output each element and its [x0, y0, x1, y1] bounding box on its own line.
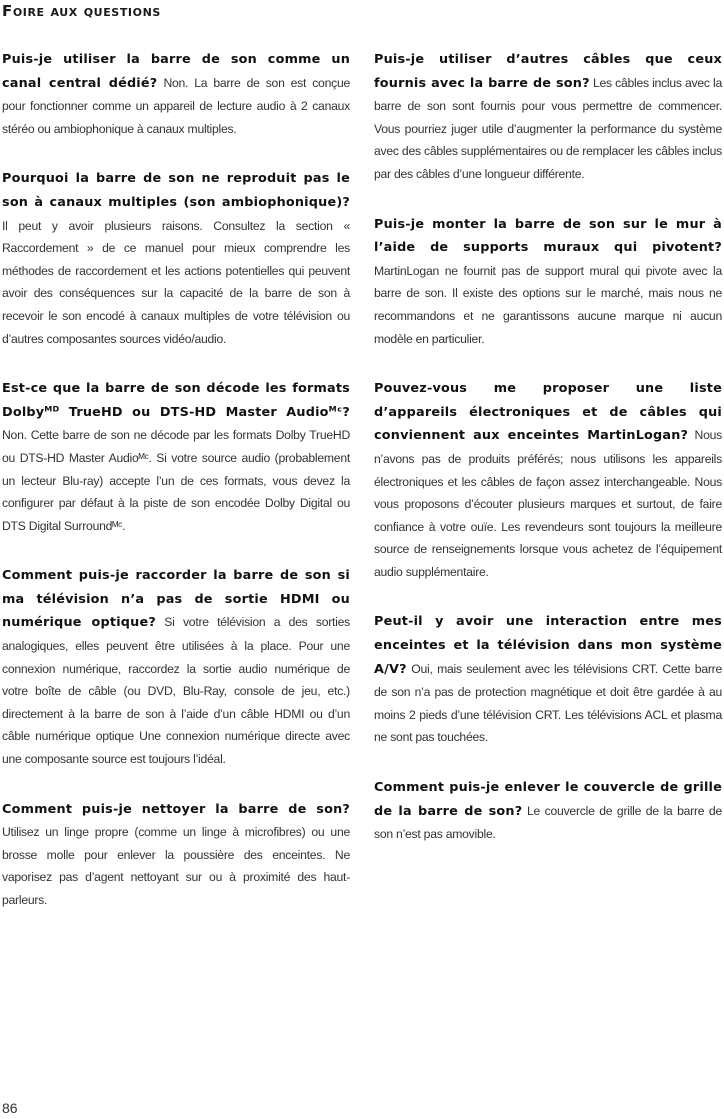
faq-item [2, 798, 350, 912]
faq-question: Puis-je monter la barre de son sur le mur à l’aide de supports muraux qui pivotent? [374, 216, 722, 256]
faq-answer: Le couvercle de grille de la barre de son n’est pas amovible. [374, 803, 722, 842]
faq-item [2, 48, 350, 140]
faq-item [374, 776, 722, 846]
page-number: 86 [2, 1100, 18, 1116]
faq-answer: Utilisez un linge propre (comme un linge à microfibres) ou une brosse molle pour enlever la poussière des enceintes. Ne vaporisez pas d’agent nettoyant sur ou à proximité des haut-parleurs. [2, 825, 350, 907]
faq-item [374, 610, 722, 749]
faq-item [374, 377, 722, 583]
faq-answer: Si votre télévision a des sorties analogiques, elles peuvent être utilisées à la place. Pour une connexion numérique, raccordez la sortie audio numérique de votre boîte de câble (ou DVD, Blu-Ray, console de jeu, etc.) directement à la barre de son à l’aide d’un câble HDMI ou d’un câble numérique optique Une connexion numérique directe avec une composante source est toujours l’idéal. [2, 615, 351, 767]
faq-question: Comment puis-je nettoyer la barre de son? [2, 801, 350, 817]
faq-question: Puis-je utiliser la barre de son comme un canal central dédié? [2, 52, 350, 91]
faq-column-left [2, 48, 350, 939]
faq-question: Comment puis-je raccorder la barre de son si ma télévision n’a pas de sortie HDMI ou numérique optique? [2, 568, 350, 631]
faq-question: Pouvez-vous me proposer une liste d’appareils électroniques et de câbles qui conviennent aux enceintes MartinLogan? [374, 381, 722, 444]
faq-column-right [374, 48, 722, 873]
faq-question: Peut-il y avoir une interaction entre mes enceintes et la télévision dans mon système A/V? [374, 614, 722, 677]
faq-answer: Nous n’avons pas de produits préférés; nous utilisons les appareils électroniques et les câbles de façon assez interchangeable. Nous vous proposons d’écouter plusieurs marques et surtout, de faire confiance à votre ouïe. Les revendeurs sont toujours la meilleure source de renseignements lorsque vous achetez de l’équipement audio supplémentaire. [374, 428, 722, 579]
faq-item [2, 167, 350, 350]
faq-answer: Les câbles inclus avec la barre de son sont fournis pour vous permettre de commencer. Vous pourriez juger utile d’augmenter la performance du système avec des câbles supplémentaires ou de remplacer les câbles inclus par des câbles d’une longueur différente. [374, 75, 722, 181]
faq-question: Est-ce que la barre de son décode les formats Dolbyᴹᴰ TrueHD ou DTS-HD Master Audioᴹᶜ? [2, 381, 350, 420]
faq-answer: Non. La barre de son est conçue pour fonctionner comme un appareil de lecture audio à 2 canaux stéréo ou ambiophonique à canaux multiples. [2, 75, 351, 136]
faq-item [2, 564, 350, 770]
faq-question: Comment puis-je enlever le couvercle de grille de la barre de son? [374, 780, 722, 819]
faq-answer: MartinLogan ne fournit pas de support mural qui pivote avec la barre de son. Il existe des options sur le marché, mais nous ne recommandons et ne garantissons aucune marque ni aucun modèle en particulier. [374, 263, 722, 346]
faq-answer: Non. Cette barre de son ne décode par les formats Dolby TrueHD ou DTS-HD Master Audioᴹᶜ. Si votre source audio (probablement un lecteur Blu-ray) accepte l’un de ces formats, vous devez la configurer par défaut à la piste de son encodée Dolby Digital ou DTS Digital Surroundᴹᶜ. [2, 428, 350, 533]
faq-question: Puis-je utiliser d’autres câbles que ceux fournis avec la barre de son? [374, 52, 722, 91]
faq-question: Pourquoi la barre de son ne reproduit pas le son à canaux multiples (son ambiophonique)? [2, 171, 350, 210]
faq-answer: Il peut y avoir plusieurs raisons. Consultez la section « Raccordement » de ce manuel pour mieux comprendre les méthodes de raccordement et les actions potentielles qui peuvent avoir des conséquences sur la capacité de la barre de son à recevoir le son encodé à canaux multiples de votre télévision ou d’autres composantes sources vidéo/audio. [2, 218, 350, 346]
faq-answer: Oui, mais seulement avec les télévisions CRT. Cette barre de son n’a pas de protection magnétique et doit être gardée à au moins 2 pieds d’une télévision CRT. Les télévisions ACL et plasma ne sont pas touchées. [374, 661, 722, 745]
faq-item [2, 377, 350, 537]
faq-item [374, 213, 722, 351]
page-title: Foire aux questions [2, 2, 161, 20]
faq-item [374, 48, 722, 186]
